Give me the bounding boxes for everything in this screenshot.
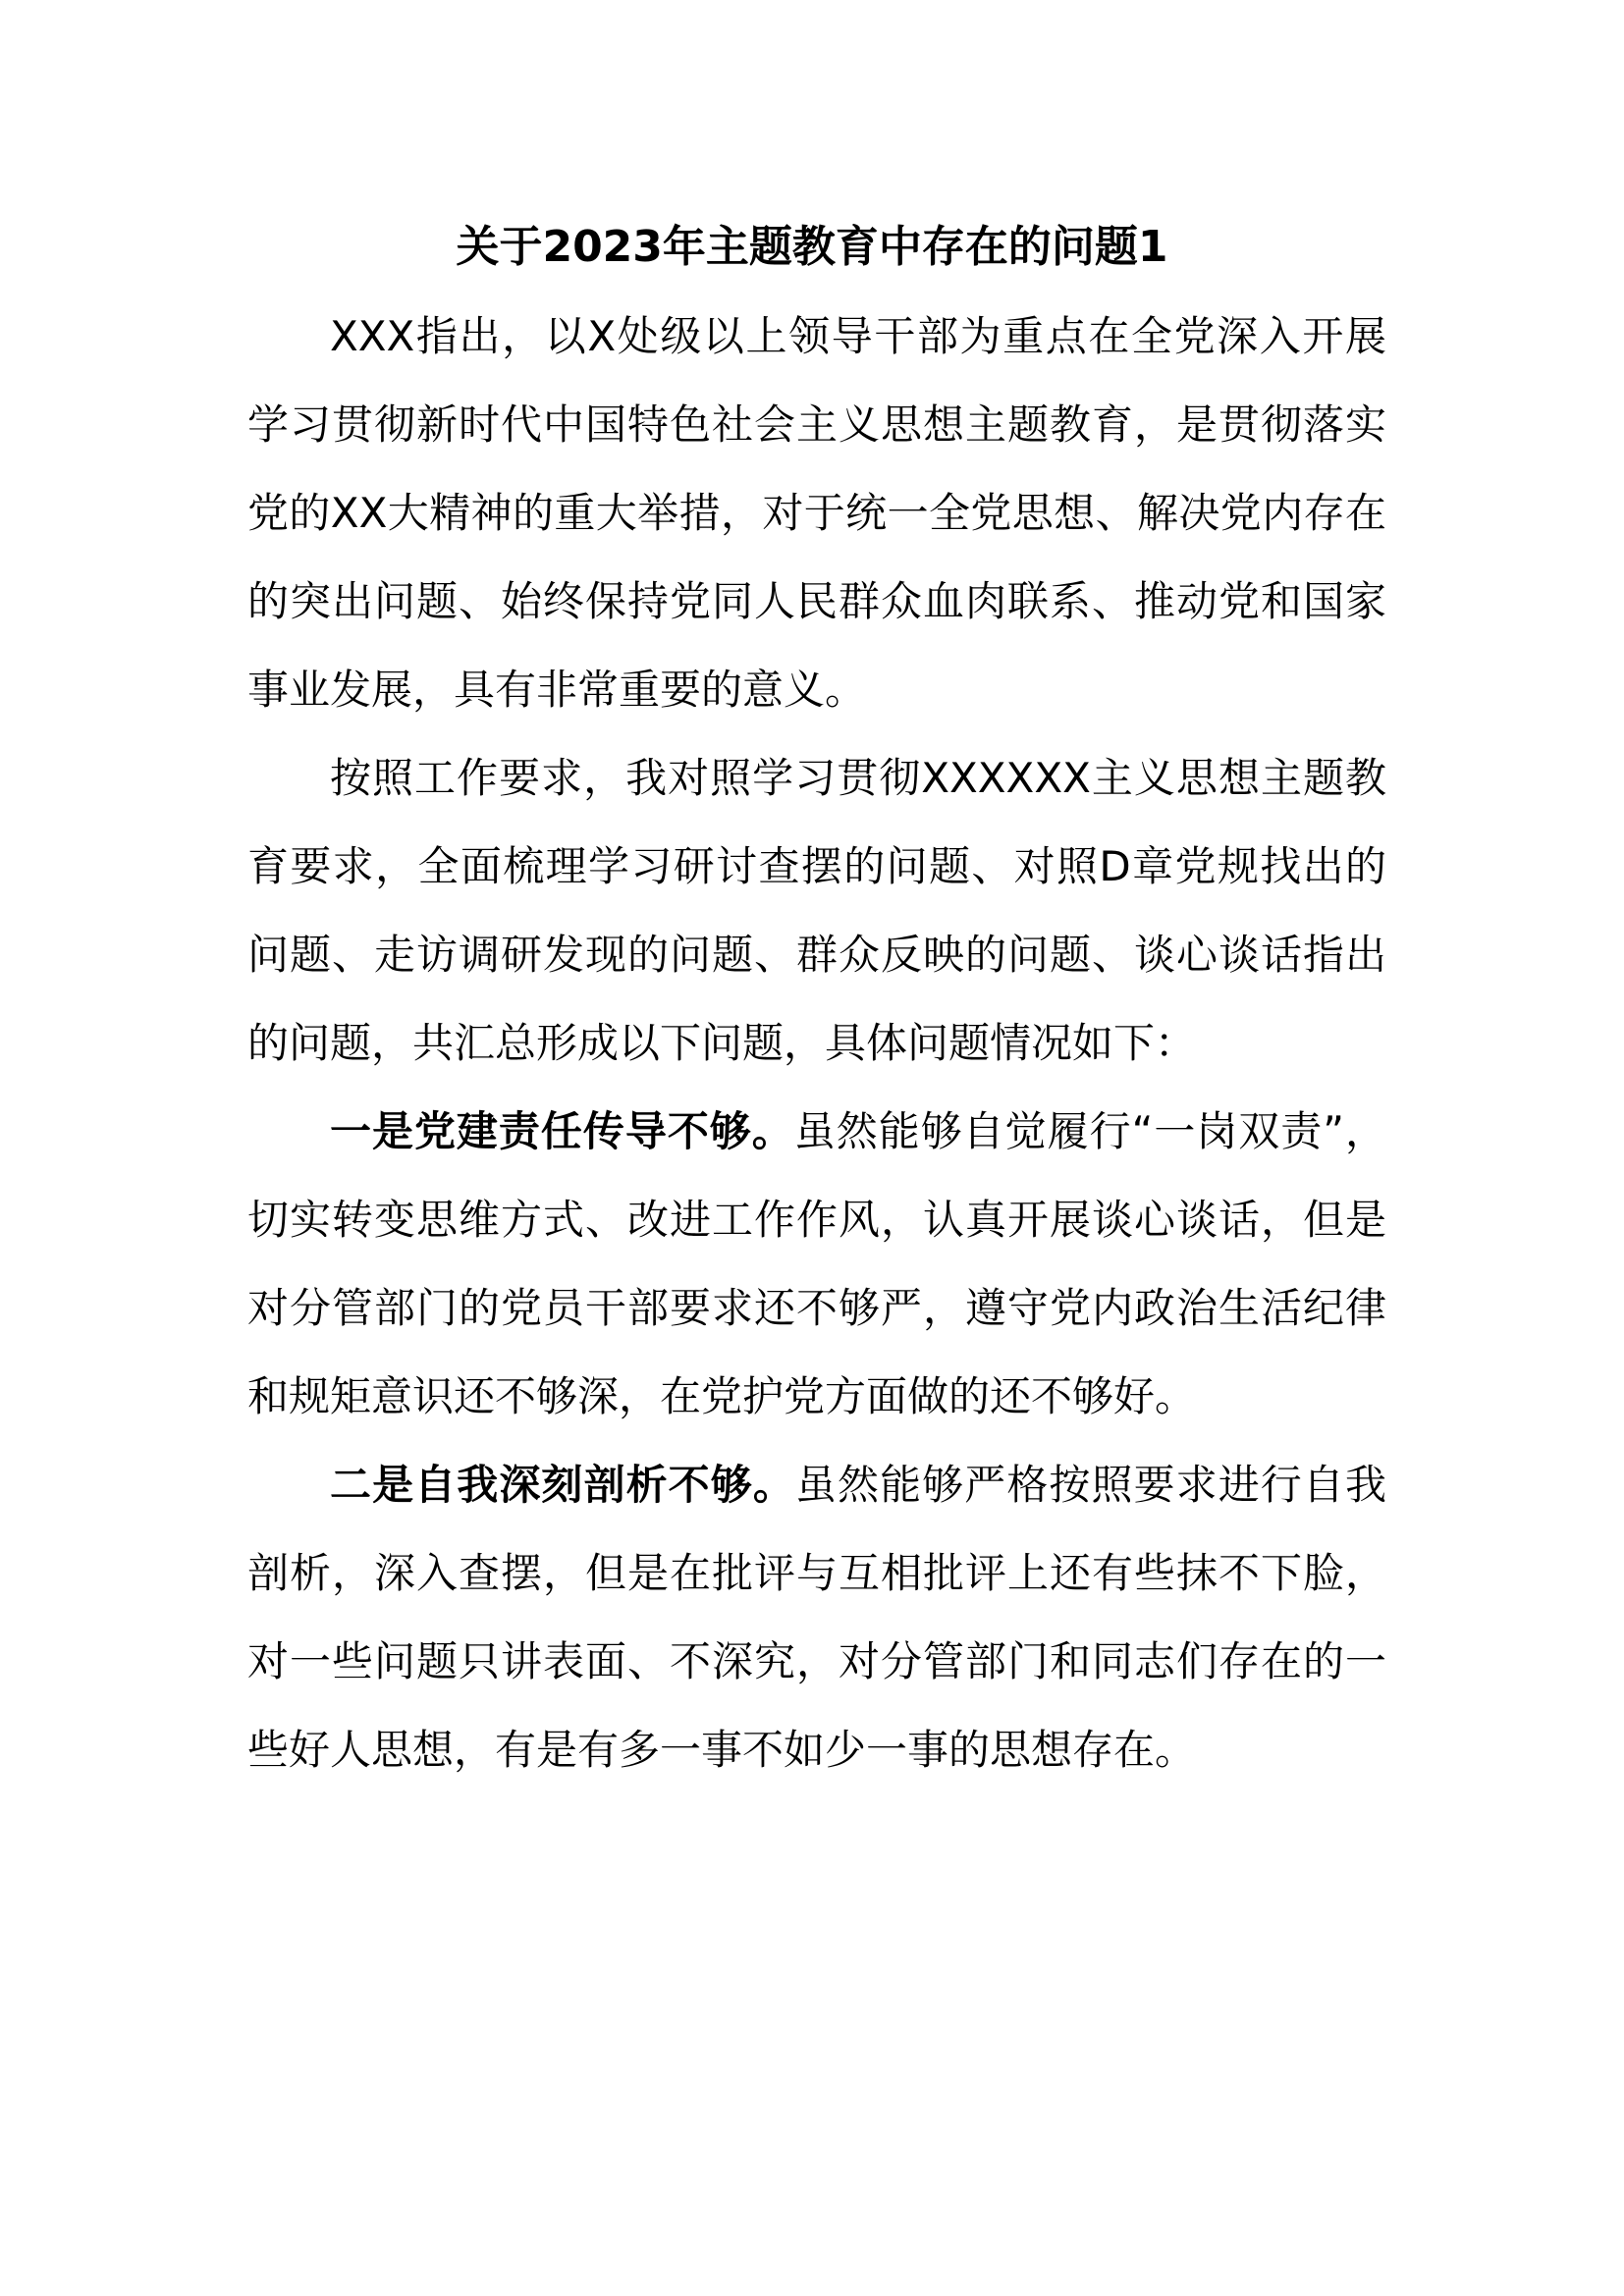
paragraph-intro	[247, 293, 1386, 734]
paragraph-lead-heading: 二是自我深刻剖析不够。	[330, 1461, 795, 1509]
paragraph-issue-two	[247, 1441, 1386, 1794]
paragraph-lead-heading: 一是党建责任传导不够。	[330, 1107, 794, 1155]
paragraph-issue-one	[247, 1088, 1386, 1441]
document-body	[247, 293, 1386, 1794]
paragraph-text: 按照工作要求，我对照学习贯彻XXXXXX主义思想主题教育要求，全面梳理学习研讨查摆的问题、对照D章党规找出的问题、走访调研发现的问题、群众反映的问题、谈心谈话指出的问题，共汇总形成以下问题，具体问题情况如下：	[247, 754, 1386, 1067]
paragraph-text: 虽然能够严格按照要求进行自我剖析，深入查摆，但是在批评与互相批评上还有些抹不下脸，对一些问题只讲表面、不深究，对分管部门和同志们存在的一些好人思想，有是有多一事不如少一事的思想存在。	[247, 1461, 1386, 1774]
paragraph-requirements	[247, 734, 1386, 1088]
paragraph-text: XXX指出，以X处级以上领导干部为重点在全党深入开展学习贯彻新时代中国特色社会主义思想主题教育，是贯彻落实党的XX大精神的重大举措，对于统一全党思想、解决党内存在的突出问题、始终保持党同人民群众血肉联系、推动党和国家事业发展，具有非常重要的意义。	[247, 312, 1386, 714]
paragraph-text: 虽然能够自觉履行“一岗双责”，切实转变思维方式、改进工作作风，认真开展谈心谈话，但是对分管部门的党员干部要求还不够严，遵守党内政治生活纪律和规矩意识还不够深，在党护党方面做的还不够好。	[247, 1107, 1386, 1420]
document-title: 关于2023年主题教育中存在的问题1	[456, 222, 1168, 272]
